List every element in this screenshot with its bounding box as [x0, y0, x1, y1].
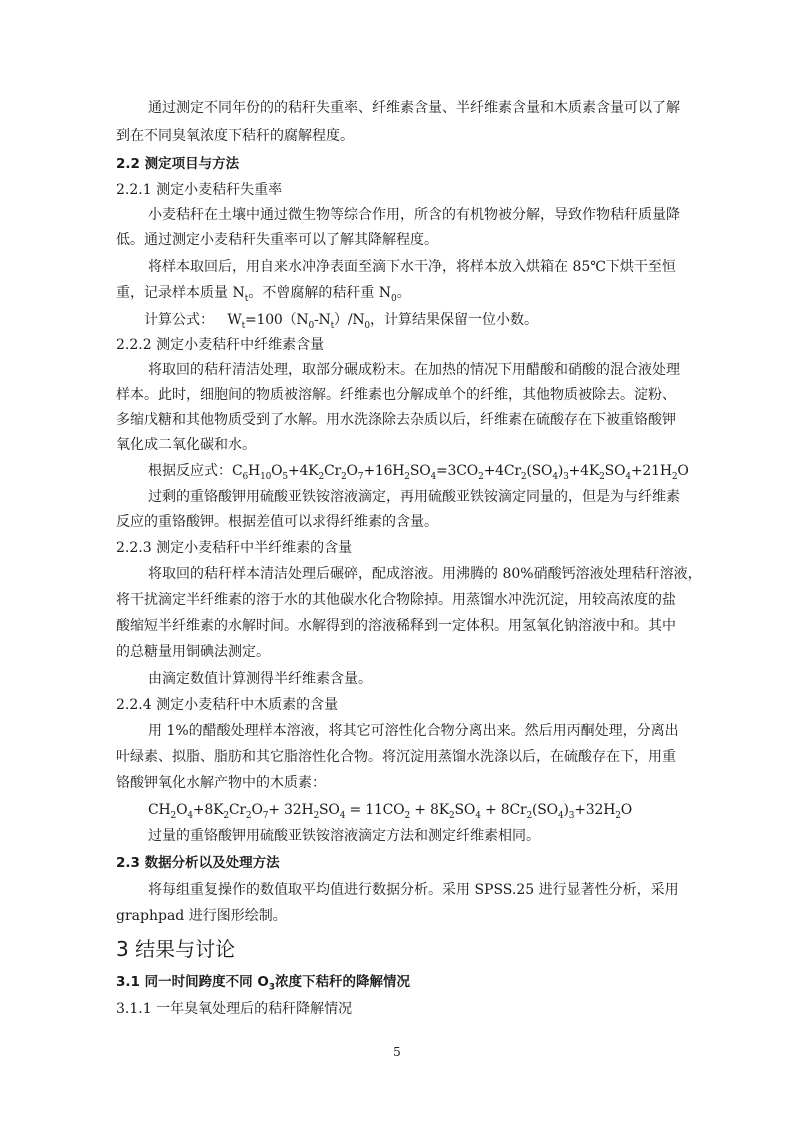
paragraph-line: graphpad 进行图形绘制。 — [116, 908, 287, 924]
subsection-heading-3-1-1: 3.1.1 一年臭氧处理后的秸秆降解情况 — [116, 1001, 353, 1017]
paragraph-line: 小麦秸秆在土壤中通过微生物等综合作用，所含的有机物被分解，导致作物秸秆质量降 — [148, 207, 680, 223]
paragraph-line: 到在不同臭氧浓度下秸秆的腐解程度。 — [116, 128, 354, 144]
paragraph-line: 将每组重复操作的数值取平均值进行数据分析。采用 SPSS.25 进行显著性分析，采用 — [148, 882, 679, 898]
paragraph-line: 通过测定不同年份的的秸秆失重率、纤维素含量、半纤维素含量和木质素含量可以了解 — [148, 100, 680, 116]
paragraph-line: 酸缩短半纤维素的水解时间。水解得到的溶液稀释到一定体积。用氢氧化钠溶液中和。其中 — [116, 618, 676, 634]
reaction-label: 根据反应式： — [148, 463, 232, 479]
formula-label: 计算公式： — [144, 312, 214, 328]
paragraph-line: 的总糖量用铜碘法测定。 — [116, 644, 270, 660]
subsection-heading-2-2-2: 2.2.2 测定小麦秸秆中纤维素含量 — [116, 337, 325, 353]
paragraph-line: 将取回的秸秆样本清洁处理后碾碎，配成溶液。用沸腾的 80%硝酸钙溶液处理秸秆溶液， — [148, 566, 702, 582]
formula-note: ，计算结果保留一位小数。 — [369, 312, 538, 328]
paragraph-line: 氧化成二氧化碳和水。 — [116, 437, 256, 453]
subsection-heading-2-2-1: 2.2.1 测定小麦秸秆失重率 — [116, 182, 283, 198]
formula-line: 计算公式： $W_t=100(N_0-N_t)/N_0$，计算结果保留一位小数。 — [144, 312, 538, 331]
section-heading-text: 浓度下秸秆的降解情况 — [275, 974, 411, 990]
paragraph-line: 叶绿素、拟脂、脂肪和其它脂溶性化合物。将沉淀用蒸馏水洗涤以后，在硫酸存在下，用重 — [116, 749, 676, 765]
paragraph-line: 将干扰滴定半纤维素的溶于水的其他碳水化合物除掉。用蒸馏水冲洗沉淀，用较高浓度的盐 — [116, 592, 676, 608]
paragraph-text: 不曾腐解的秸秆重 — [262, 285, 375, 301]
paragraph-line: 样本。此时，细胞间的物质被溶解。纤维素也分解成单个的纤维，其他物质被除去。淀粉、 — [116, 387, 676, 403]
subsection-heading-2-2-3: 2.2.3 测定小麦秸秆中半纤维素的含量 — [116, 540, 353, 556]
section-heading-2-3: 2.3 数据分析以及处理方法 — [116, 855, 280, 871]
paragraph-line: 过剩的重铬酸钾用硫酸亚铁铵溶液滴定，再用硫酸亚铁铵滴定同量的，但是为与纤维素 — [148, 489, 680, 505]
section-heading-3-1: 3.1 同一时间跨度不同 $O_3$浓度下秸秆的降解情况 — [116, 974, 411, 993]
page-number: 5 — [393, 1045, 401, 1059]
paragraph-line: 重，记录样本质量 $N_t$。不曾腐解的秸秆重 $N_0$。 — [116, 285, 411, 304]
paragraph-line: 低。通过测定小麦秸秆失重率可以了解其降解程度。 — [116, 232, 438, 248]
paragraph-line: 由滴定数值计算测得半纤维素含量。 — [148, 671, 372, 687]
chapter-heading-3: 3 结果与讨论 — [116, 937, 236, 961]
paragraph-line: 反应的重铬酸钾。根据差值可以求得纤维素的含量。 — [116, 514, 438, 530]
subsection-heading-2-2-4: 2.2.4 测定小麦秸秆中木质素的含量 — [116, 697, 339, 713]
section-heading-2-2: 2.2 测定项目与方法 — [116, 156, 240, 172]
paragraph-line: 将取回的秸秆清洁处理，取部分碾成粉末。在加热的情况下用醋酸和硝酸的混合液处理 — [148, 362, 680, 378]
reaction-line: $CH_2O_4+8K_2Cr_2O_7+ 32H_2SO_4 = 11CO_2 + 8K_2SO_4 + 8Cr_2(SO_4)_3+32H_2O$ — [148, 802, 633, 821]
paragraph-line: 铬酸钾氧化水解产物中的木质素： — [116, 775, 326, 791]
section-heading-text: 3.1 同一时间跨度不同 O — [116, 974, 269, 990]
paragraph-line: 用 1%的醋酸处理样本溶液，将其它可溶性化合物分离出来。然后用丙酮处理，分离出 — [148, 723, 679, 739]
reaction-line: 根据反应式：$C_6H_{10}O_5+4K_2Cr_2O_7+16H_2SO_4=3CO_2+4Cr_2(SO_4)_3+4K_2SO_4+21H_2O$ — [148, 463, 689, 482]
paragraph-line: 将样本取回后，用自来水冲净表面至滴下水干净，将样本放入烘箱在 85℃下烘干至恒 — [148, 259, 676, 275]
paragraph-line: 过量的重铬酸钾用硫酸亚铁铵溶液滴定方法和测定纤维素相同。 — [148, 828, 540, 844]
paragraph-line: 多缩戊糖和其他物质受到了水解。用水洗涤除去杂质以后，纤维素在硫酸存在下被重铬酸钾 — [116, 412, 676, 428]
